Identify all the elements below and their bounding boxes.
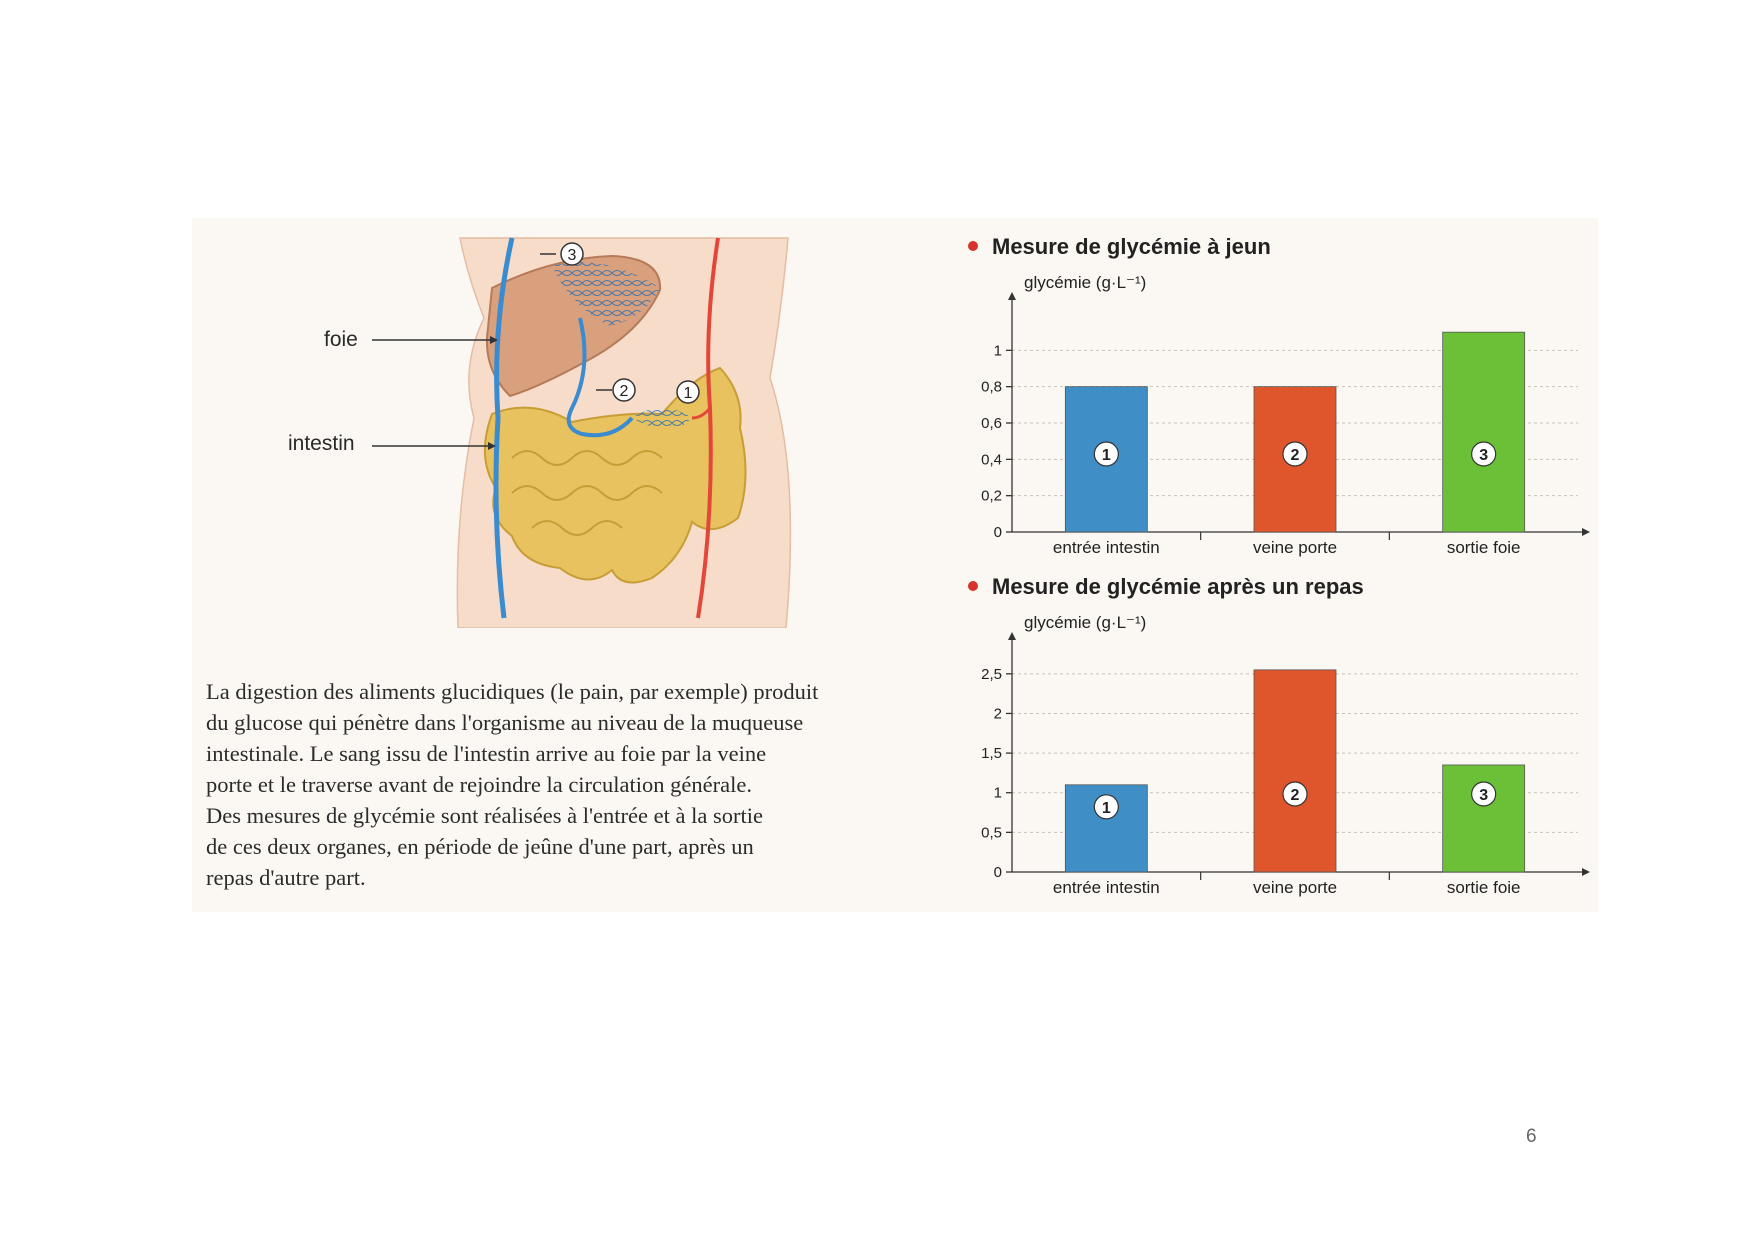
chart-title: [968, 574, 1364, 600]
y-axis-arrow: [1008, 632, 1016, 640]
marker-2-label: 2: [619, 383, 629, 400]
y-axis-label: glycémie (g·L⁻¹): [1024, 273, 1147, 292]
x-tick-label: sortie foie: [1446, 878, 1521, 897]
y-tick-label: 0,4: [981, 451, 1002, 469]
bar-marker-label: 3: [1479, 447, 1489, 464]
x-tick-label: entrée intestin: [1052, 538, 1160, 557]
caption-text: [206, 676, 918, 893]
page-number: 6: [1526, 1126, 1537, 1147]
caption-line: du glucose qui pénètre dans l'organisme au niveau de la muqueuse: [206, 710, 804, 735]
x-axis-arrow: [1582, 868, 1590, 876]
y-tick-label: 1: [993, 784, 1002, 802]
bar: [1254, 670, 1336, 872]
bar: [1443, 765, 1525, 872]
intestine-label: intestin: [288, 432, 355, 455]
marker-1-label: 1: [683, 385, 693, 402]
marker-1: [677, 381, 699, 403]
bar-marker-label: 1: [1101, 799, 1111, 817]
bullet-icon: [968, 241, 978, 251]
bullet-icon: [968, 581, 978, 591]
y-tick-label: 2,5: [981, 665, 1002, 683]
x-tick-label: entrée intestin: [1052, 878, 1160, 897]
chart-title-text: Mesure de glycémie à jeun: [992, 234, 1271, 259]
y-tick-label: 0: [993, 524, 1002, 541]
y-tick-label: 0: [993, 864, 1002, 881]
chart-title: [968, 234, 1271, 260]
post-meal-glycemia-chart: [958, 574, 1598, 904]
caption-line: La digestion des aliments glucidiques (le pain, par exemple) produit: [206, 679, 819, 704]
bar-marker-label: 1: [1101, 447, 1111, 464]
fasting-bar-chart: [958, 262, 1598, 562]
caption-line: Des mesures de glycémie sont réalisées à l'entrée et à la sortie: [206, 803, 763, 828]
liver-label: foie: [324, 328, 358, 351]
y-axis-arrow: [1008, 292, 1016, 300]
fasting-glycemia-chart: [958, 234, 1598, 564]
y-tick-label: 1,5: [981, 745, 1002, 763]
digestive-system-diagram: [192, 218, 852, 628]
bar-marker-label: 2: [1290, 447, 1300, 464]
anatomy-illustration: [192, 218, 852, 628]
bar-marker-label: 2: [1290, 787, 1300, 804]
caption-line: intestinale. Le sang issu de l'intestin arrive au foie par la veine: [206, 741, 767, 766]
y-tick-label: 0,2: [981, 487, 1002, 505]
x-tick-label: veine porte: [1252, 538, 1338, 557]
y-tick-label: 1: [993, 342, 1002, 360]
caption-line: porte et le traverse avant de rejoindre la circulation générale.: [206, 772, 752, 797]
y-tick-label: 0,5: [981, 824, 1002, 842]
marker-3-label: 3: [567, 247, 577, 264]
caption-line: de ces deux organes, en période de jeûne d'une part, après un: [206, 834, 754, 859]
x-tick-label: sortie foie: [1446, 538, 1521, 557]
x-axis-arrow: [1582, 528, 1590, 536]
bar-marker-label: 3: [1479, 787, 1489, 804]
y-tick-label: 0,8: [981, 378, 1002, 396]
caption-line: repas d'autre part.: [206, 865, 366, 890]
x-tick-label: veine porte: [1252, 878, 1338, 897]
y-tick-label: 0,6: [981, 415, 1002, 432]
bar: [1443, 332, 1525, 532]
y-tick-label: 2: [993, 705, 1002, 723]
y-axis-label: glycémie (g·L⁻¹): [1024, 613, 1147, 632]
post-meal-bar-chart: [958, 602, 1598, 902]
chart-title-text: Mesure de glycémie après un repas: [992, 574, 1364, 599]
